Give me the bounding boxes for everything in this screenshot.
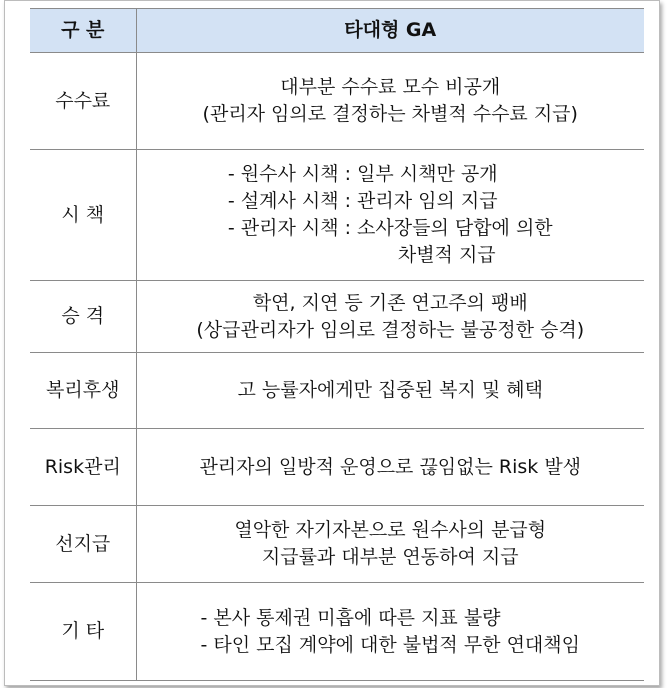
row-label-risk-management: Risk관리 xyxy=(30,429,136,506)
content-line: (관리자 임의로 결정하는 차별적 수수료 지급) xyxy=(202,103,578,125)
content-line: 대부분 수수료 모수 비공개 xyxy=(280,76,501,98)
content-line: 지급률과 대부분 연동하여 지급 xyxy=(261,546,519,568)
table-frame xyxy=(4,0,660,686)
table-row-promotion xyxy=(30,281,644,353)
table-row-advance-payment xyxy=(30,506,644,583)
header-other-large-ga: 타대형 GA xyxy=(136,9,644,53)
row-label-advance-payment: 선지급 xyxy=(30,506,136,583)
content-line: - 타인 모집 계약에 대한 불법적 무한 연대책임 xyxy=(200,633,580,656)
content-line: - 설계사 시책 : 관리자 임의 지급 xyxy=(227,190,498,212)
content-line: 차별적 지급 xyxy=(397,244,496,266)
table-header-row xyxy=(30,9,644,53)
table-row-welfare xyxy=(30,353,644,429)
header-category: 구 분 xyxy=(30,9,136,53)
content-line: (상급관리자가 임의로 결정하는 불공정한 승격) xyxy=(196,318,585,341)
table-row-risk-management xyxy=(30,429,644,506)
content-line: 고 능률자에게만 집중된 복지 및 혜택 xyxy=(237,379,543,401)
table-row-others xyxy=(30,583,644,681)
row-content-incentive xyxy=(136,150,644,281)
others-list xyxy=(200,605,580,659)
content-line: 관리자의 일방적 운영으로 끊임없는 Risk 발생 xyxy=(199,455,582,478)
table-row-commission xyxy=(30,53,644,150)
content-line: 열악한 자기자본으로 원수사의 분급형 xyxy=(234,519,547,541)
row-content-welfare xyxy=(136,353,644,429)
row-content-promotion xyxy=(136,281,644,353)
content-line: - 본사 통제권 미흡에 따른 지표 불량 xyxy=(200,606,501,629)
content-line: - 관리자 시책 : 소사장들의 담합에 의한 xyxy=(227,217,553,239)
row-label-commission: 수수료 xyxy=(30,53,136,150)
row-label-incentive: 시 책 xyxy=(30,150,136,281)
row-label-welfare: 복리후생 xyxy=(30,353,136,429)
row-content-commission xyxy=(136,53,644,150)
row-label-others: 기 타 xyxy=(30,583,136,681)
content-line: 학연, 지연 등 기존 연고주의 팽배 xyxy=(252,291,528,314)
row-content-risk-management xyxy=(136,429,644,506)
row-content-advance-payment xyxy=(136,506,644,583)
row-label-promotion: 승 격 xyxy=(30,281,136,353)
incentive-list xyxy=(228,161,553,269)
content-line: - 원수사 시책 : 일부 시책만 공개 xyxy=(227,163,498,185)
table-row-incentive xyxy=(30,150,644,281)
row-content-others xyxy=(136,583,644,681)
comparison-table xyxy=(30,8,644,681)
